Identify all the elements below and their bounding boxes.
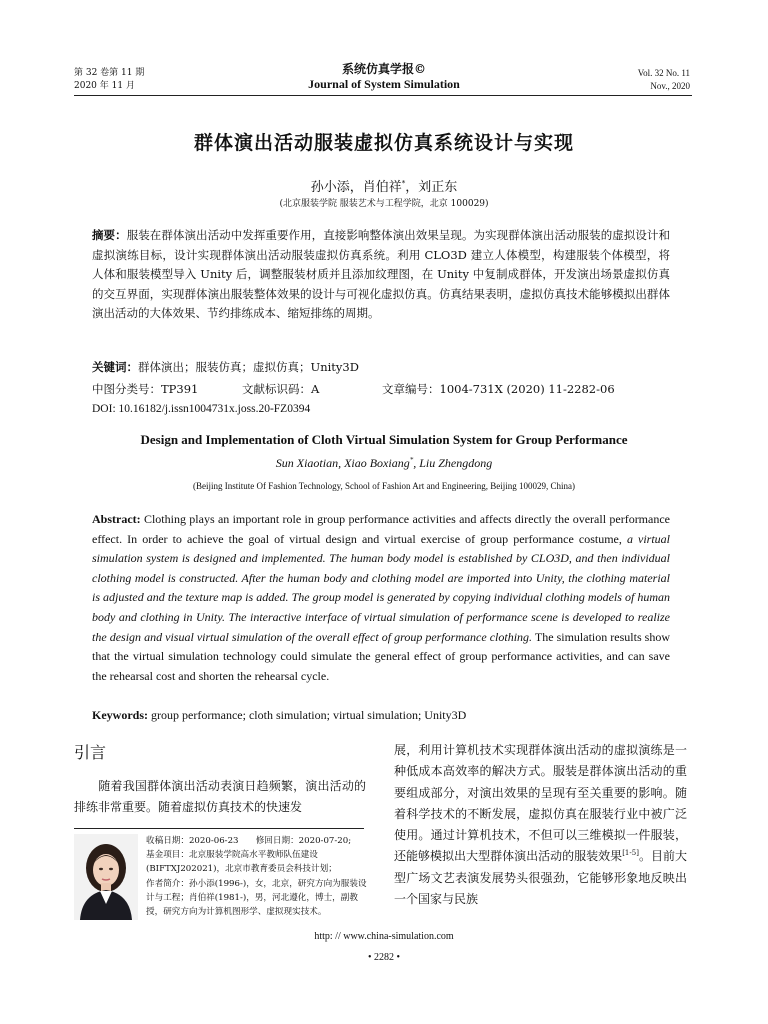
abstract-cn-text: 服装在群体演出活动中发挥重要作用，直接影响整体演出效果呈现。为实现群体演出活动服装的虚拟设计和虚拟演练目标，设计实现群体演出活动服装虚拟仿真系统。利用 CLO3D 建立人体模型，构建服装个体模型，将人体和服装模型导入 Unity 后，调整服装材质并且添加纹理图，在 Unity 中复制成群体，开发演出场景虚拟仿真的交互界面，实现群体演出服装整体效果的设计与可视化虚拟仿真。仿真结果表明，虚拟仿真技术能够模拟出群体演出活动的大体效果、节约排练成本、缩短排练的周期。: [92, 228, 670, 320]
section-title-introduction: 引言: [74, 743, 107, 762]
footnote-received: 收稿日期：2020-06-23 修回日期：2020-07-20;: [146, 836, 352, 846]
page-number: • 2282 •: [367, 952, 400, 963]
footnote-rule: [74, 828, 364, 829]
classification-line: [92, 380, 670, 399]
authors-cn-text: 孙小添，肖伯祥: [310, 180, 402, 195]
authors-cn-text-2: ，刘正东: [405, 180, 458, 195]
abstract-cn-label: 摘要：: [92, 228, 127, 242]
corresponding-mark-en: *: [409, 456, 414, 464]
abstract-cn: [92, 226, 670, 324]
volume-issue-cn: 第 32 卷第 11 期: [74, 68, 145, 78]
journal-name-cn: 系统仿真学报©: [341, 62, 426, 76]
authors-en: [0, 456, 768, 471]
keywords-en: [92, 706, 670, 725]
doc-code: 文献标识码：A: [242, 382, 320, 396]
abstract-en-part1: Clothing plays an important role in group performance activities and affects directly the overall performance effect. In order to achieve the goal of virtual design and virtual exercise of group performance costume,: [92, 512, 670, 546]
abstract-en-label: Abstract:: [92, 512, 141, 526]
footnote: [146, 834, 368, 919]
body-right-text: 展，利用计算机技术实现群体演出活动的虚拟演练是一种低成本高效率的解决方式。服装是群体演出活动的重要组成部分，对演出效果的呈现有至关重要的影响。随着科学技术的不断发展，虚拟仿真在服装行业中被广泛使用。通过计算机技术，不但可以三维模拟一件服装，还能够模拟出大型群体演出活动的服装效果: [394, 743, 687, 864]
affiliation-cn: (北京服装学院 服装艺术与工程学院，北京 100029): [279, 199, 489, 209]
abstract-en-part3: The simulation results show that the virtual simulation technology could simulate the general effect of group performance activities, and can save the rehearsal cost and shorten the rehearsal cycle.: [92, 629, 670, 683]
abstract-en: [92, 510, 670, 686]
journal-name-en: Journal of System Simulation: [308, 77, 460, 91]
clc-number: 中图分类号：TP391: [92, 382, 199, 396]
journal-issue-en: [638, 67, 690, 93]
paper-title-cn: 群体演出活动服装虚拟仿真系统设计与实现: [193, 132, 574, 154]
keywords-en-label: Keywords:: [92, 708, 148, 722]
authors-cn: [0, 176, 768, 195]
article-number: 文章编号：1004-731X (2020) 11-2282-06: [382, 382, 615, 396]
citation: [1-5]: [622, 849, 639, 858]
doi: DOI: 10.16182/j.issn1004731x.joss.20-FZ0394: [92, 403, 311, 415]
keywords-en-text: group performance; cloth simulation; virtual simulation; Unity3D: [148, 708, 467, 722]
corresponding-mark: *: [401, 179, 406, 188]
keywords-cn: [92, 358, 670, 377]
footnote-bio: 作者简介：孙小添(1996-)，女，北京，研究方向为服装设计与工程；肖伯祥(1981-)，男，河北遵化，博士，副教授，研究方向为计算机图形学、虚拟现实技术。: [146, 878, 367, 918]
body-right-column: [394, 740, 687, 910]
author-photo: [74, 834, 138, 920]
date-en: Nov., 2020: [650, 81, 690, 91]
affiliation-en: (Beijing Institute Of Fashion Technology, School of Fashion Art and Engineering, Beijing 100029, China): [192, 481, 576, 491]
keywords-cn-label: 关键词：: [92, 360, 138, 374]
authors-en-text-2: , Liu Zhengdong: [413, 456, 493, 470]
body-left-column: 随着我国群体演出活动表演日趋频繁，演出活动的排练非常重要。随着虚拟仿真技术的快速发: [74, 779, 366, 814]
keywords-cn-text: 群体演出；服装仿真；虚拟仿真；Unity3D: [138, 360, 359, 374]
date-cn: 2020 年 11 月: [74, 81, 135, 91]
abstract-en-part2: a virtual simulation system is designed and implemented. The human body model is established by CLO3D, and then individual clothing model is constructed. After the human body and clothing model are imported into Unity, the clothing material is adjusted and the texture map is added. The group model is generated by copying individual clothing models of human body and clothing in Unity. The interactive interface of virtual simulation of performance scene is developed to realize the design and visual virtual simulation of the overall effect of group performance clothing.: [92, 531, 670, 644]
footer-url[interactable]: http: // www.china-simulation.com: [314, 931, 454, 942]
authors-en-text: Sun Xiaotian, Xiao Boxiang: [275, 456, 410, 470]
body-right-text-2: 。目前大型广场文艺表演发展势头很强劲，它能够形象地反映出一个国家与民族: [394, 849, 687, 907]
footnote-fund: 基金项目：北京服装学院高水平教师队伍建设(BIFTXJ202021)，北京市教育委员会科技计划；: [146, 850, 337, 875]
header-rule: [74, 95, 692, 96]
paper-title-en: Design and Implementation of Cloth Virtual Simulation System for Group Performance: [140, 432, 628, 447]
volume-issue-en: Vol. 32 No. 11: [637, 68, 690, 78]
